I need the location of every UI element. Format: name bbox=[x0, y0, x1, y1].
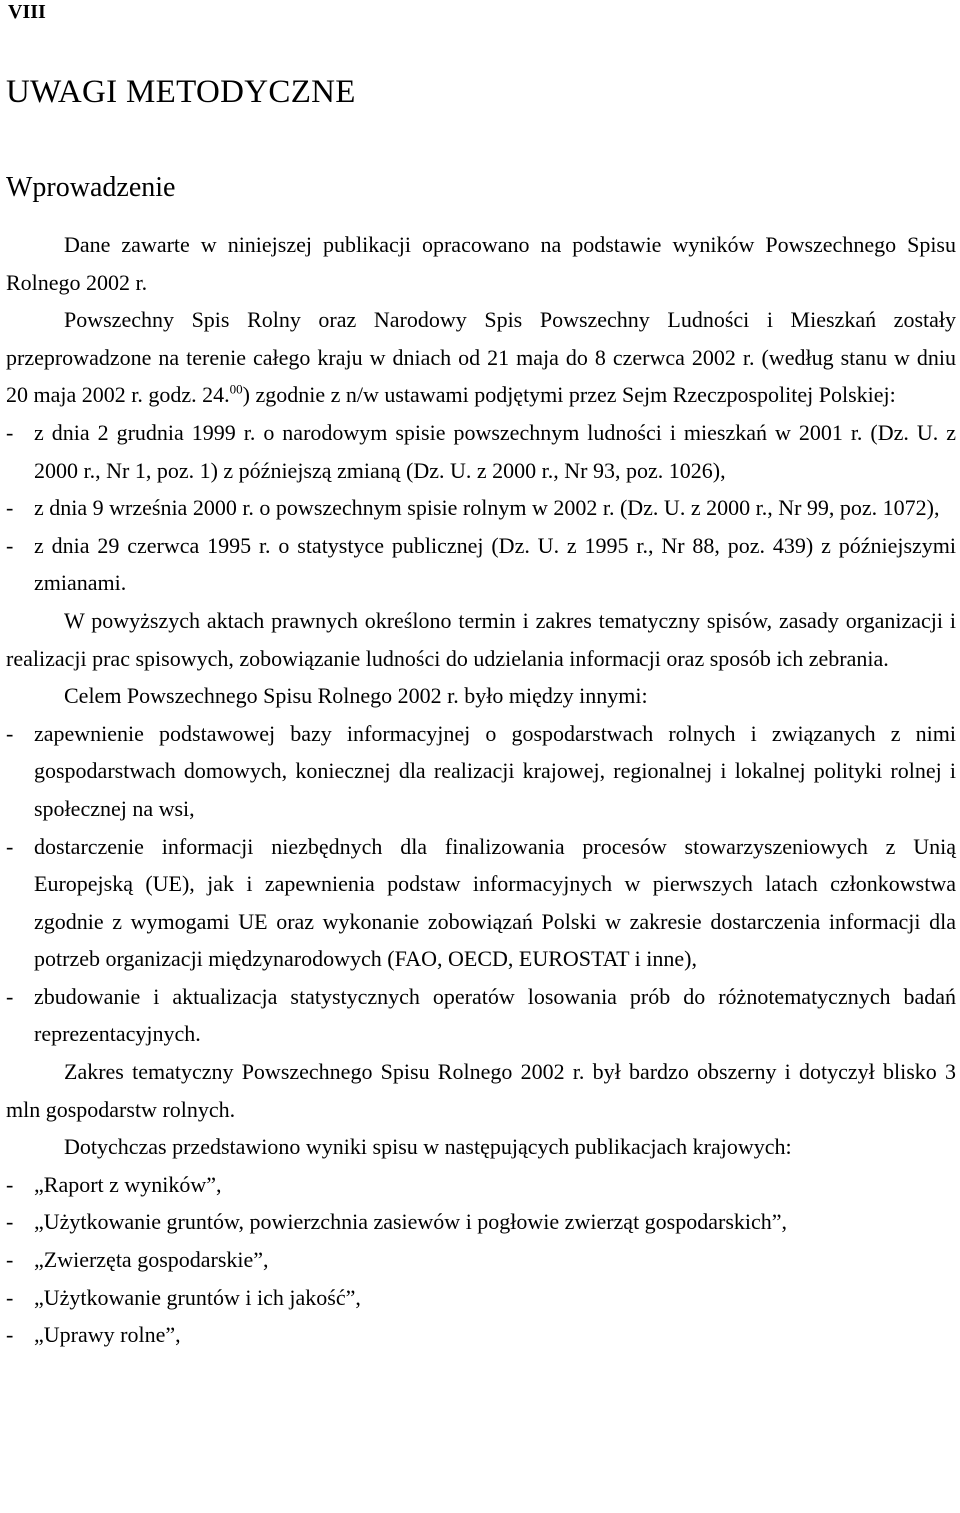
goals-intro: Celem Powszechnego Spisu Rolnego 2002 r. było między innymi: bbox=[64, 683, 648, 709]
list-dash: - bbox=[6, 983, 14, 1009]
publications-intro: Dotychczas przedstawiono wyniki spisu w następujących publikacjach krajowych: bbox=[64, 1134, 792, 1160]
census-paragraph bbox=[6, 301, 956, 414]
list-item-goal bbox=[6, 828, 956, 978]
publication-title: „Zwierzęta gospodarskie”, bbox=[34, 1247, 269, 1273]
publication-title: „Użytkowanie gruntów i ich jakość”, bbox=[34, 1284, 361, 1310]
list-item-publication bbox=[6, 1316, 956, 1354]
list-dash: - bbox=[6, 833, 14, 859]
scope-paragraph: Zakres tematyczny Powszechnego Spisu Rolnego 2002 r. był bardzo obszerny i dotyczył blisko 3 mln gospodarstw rolnych. bbox=[6, 1059, 956, 1122]
hour-superscript: 00 bbox=[229, 382, 243, 398]
publication-title: „Raport z wyników”, bbox=[34, 1171, 222, 1197]
list-item-publication bbox=[6, 1279, 956, 1317]
list-dash: - bbox=[6, 532, 14, 558]
list-dash: - bbox=[6, 1247, 14, 1273]
list-item-publication bbox=[6, 1203, 956, 1241]
list-item-law bbox=[6, 489, 956, 527]
page-title: UWAGI METODYCZNE bbox=[6, 74, 356, 110]
document-body bbox=[6, 226, 956, 1354]
list-item-goal bbox=[6, 978, 956, 1053]
list-dash: - bbox=[6, 419, 14, 445]
section-title: Wprowadzenie bbox=[6, 172, 176, 203]
intro-paragraph: Dane zawarte w niniejszej publikacji opracowano na podstawie wyników Powszechnego Spisu Rolnego 2002 r. bbox=[6, 232, 956, 295]
list-item-goal bbox=[6, 715, 956, 828]
acts-paragraph: W powyższych aktach prawnych określono termin i zakres tematyczny spisów, zasady organizacji i realizacji prac spisowych, zobowiązanie ludności do udzielania informacji oraz sposób ich zebrania. bbox=[6, 607, 956, 671]
publication-title: „Użytkowanie gruntów, powierzchnia zasiewów i pogłowie zwierząt gospodarskich”, bbox=[34, 1209, 788, 1235]
goal-text: dostarczenie informacji niezbędnych dla finalizowania procesów stowarzyszeniowych z Unią Europejską (UE), jak i zapewnienia podstaw informacyjnych w pierwszych latach członkowstwa zgodnie z wymogami UE oraz wykonanie zobowiązań Polski w zakresie dostarczenia informacji dla potrzeb organizacji międzynarodowych (FAO, OECD, EUROSTAT i inne), bbox=[34, 833, 956, 972]
goal-text: zapewnienie podstawowej bazy informacyjnej o gospodarstwach rolnych i związanych z nimi gospodarstwach domowych, koniecznej dla realizacji krajowej, regionalnej i lokalnej polityki rolnej i społecznej na wsi, bbox=[34, 720, 956, 821]
list-item-law bbox=[6, 414, 956, 489]
list-dash: - bbox=[6, 1284, 14, 1310]
list-dash: - bbox=[6, 1209, 14, 1235]
list-item-publication bbox=[6, 1241, 956, 1279]
list-dash: - bbox=[6, 1322, 14, 1348]
census-text-after: ) zgodnie z n/w ustawami podjętymi przez Sejm Rzeczpospolitej Polskiej: bbox=[242, 382, 896, 408]
list-item-law bbox=[6, 527, 956, 602]
law-text: z dnia 9 września 2000 r. o powszechnym spisie rolnym w 2002 r. (Dz. U. z 2000 r., Nr 99, poz. 1072), bbox=[34, 495, 940, 521]
list-dash: - bbox=[6, 495, 14, 521]
list-dash: - bbox=[6, 1171, 14, 1197]
law-text: z dnia 2 grudnia 1999 r. o narodowym spisie powszechnym ludności i mieszkań w 2001 r. (Dz. U. z 2000 r., Nr 1, poz. 1) z późniejszą zmianą (Dz. U. z 2000 r., Nr 93, poz. 1026), bbox=[34, 419, 956, 483]
page-number: VIII bbox=[8, 1, 46, 23]
law-text: z dnia 29 czerwca 1995 r. o statystyce publicznej (Dz. U. z 1995 r., Nr 88, poz. 439) z późniejszymi zmianami. bbox=[34, 532, 956, 596]
goal-text: zbudowanie i aktualizacja statystycznych operatów losowania prób do różnotematycznych badań reprezentacyjnych. bbox=[34, 983, 956, 1047]
census-text-before: Powszechny Spis Rolny oraz Narodowy Spis Powszechny Ludności i Mieszkań zostały przeprowadzone na terenie całego kraju w dniach od 21 maja do 8 czerwca 2002 r. (według stanu w dniu 20 maja 2002 r. godz. 24. bbox=[6, 307, 956, 408]
list-dash: - bbox=[6, 720, 14, 746]
list-item-publication bbox=[6, 1166, 956, 1204]
publication-title: „Uprawy rolne”, bbox=[34, 1322, 181, 1348]
